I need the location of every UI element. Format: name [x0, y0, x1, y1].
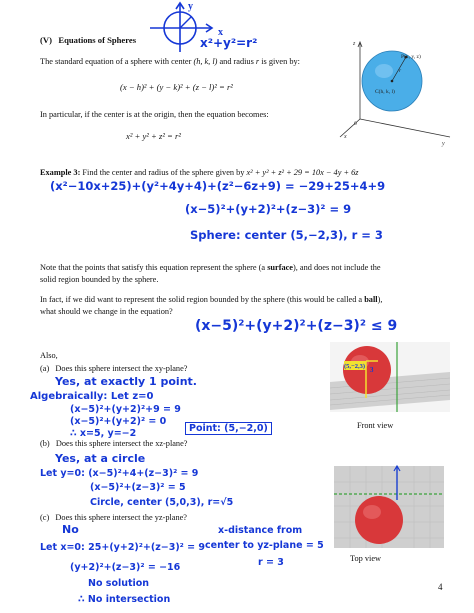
- standard-equation: (x − h)² + (y − k)² + (z − l)² = r²: [120, 82, 233, 92]
- label-center: C(h, k, l): [375, 89, 395, 95]
- handwritten-axis-y: y: [188, 1, 193, 12]
- handwritten-axis-x: x: [218, 27, 223, 38]
- answer-c-side-3: r = 3: [258, 557, 284, 568]
- answer-c-side-2: center to yz-plane = 5: [205, 540, 324, 551]
- label-origin: 0: [354, 121, 357, 127]
- note-paragraph-2: In fact, if we did want to represent the solid region bounded by the sphere (this would be called a ball),: [40, 295, 383, 304]
- sphere-diagram: [344, 37, 460, 157]
- answer-b-line-3: (x−5)²+(z−3)² = 5: [90, 482, 186, 493]
- note-paragraph-2-cont: what should we change in the equation?: [40, 307, 173, 316]
- center-expression: (h, k, l): [193, 57, 218, 66]
- ball-equation: (x−5)²+(y+2)²+(z−3)² ≤ 9: [195, 318, 398, 334]
- answer-c-line-2: Let x=0: 25+(y+2)²+(z−3)² = 9: [40, 542, 206, 553]
- label-x: x: [344, 134, 347, 140]
- answer-a-line-1: Yes, at exactly 1 point.: [55, 375, 197, 388]
- circle-axes-sketch: [140, 0, 270, 60]
- work-line-3: Sphere: center (5,−2,3), r = 3: [190, 228, 383, 242]
- top-view-image: [334, 466, 444, 548]
- answer-a-line-4: (x−5)²+(y+2)² = 0: [70, 416, 167, 427]
- origin-sentence: In particular, if the center is at the origin, then the equation becomes:: [40, 110, 269, 119]
- example3-label: Example 3:: [40, 168, 81, 177]
- answer-c-line-1: No: [62, 523, 79, 536]
- answer-b-line-2: Let y=0: (x−5)²+4+(z−3)² = 9: [40, 468, 199, 479]
- handwritten-circle-formula: x²+y²=r²: [200, 36, 258, 50]
- top-view-caption: Top view: [350, 554, 381, 563]
- section-title: (V) Equations of Spheres: [40, 35, 137, 45]
- example3-equation: x² + y² + z² + 29 = 10x − 4y + 6z: [246, 168, 359, 177]
- front-view-point-label: (5,−2,3): [344, 363, 366, 370]
- answer-c-line-5: ∴ No intersection: [78, 594, 171, 605]
- label-point: P(x, y, z): [401, 54, 421, 60]
- note-paragraph-1-cont: solid region bounded by the sphere.: [40, 275, 159, 284]
- intro-sentence: The standard equation of a sphere with center (h, k, l) and radius r is given by:: [40, 57, 300, 66]
- answer-c-side-1: x-distance from: [218, 525, 303, 536]
- ball-top: [355, 496, 403, 544]
- work-line-1: (x²−10x+25)+(y²+4y+4)+(z²−6z+9) = −29+25+4+9: [50, 179, 386, 193]
- note-paragraph-1: Note that the points that satisfy this equation represent the sphere (a surface), and does not include the: [40, 263, 381, 272]
- answer-b-line-4: Circle, center (5,0,3), r=√5: [90, 497, 234, 508]
- example3: Example 3: Find the center and radius of the sphere given by x² + y² + z² + 29 = 10x − 4y + 6z: [40, 168, 359, 177]
- answer-a-point-box: Point: (5,−2,0): [185, 422, 272, 435]
- page-number: 4: [438, 582, 443, 592]
- front-view-caption: Front view: [357, 421, 394, 430]
- work-line-2: (x−5)²+(y+2)²+(z−3)² = 9: [185, 202, 352, 216]
- radius-var: r: [255, 57, 260, 66]
- label-radius: r: [399, 68, 402, 74]
- question-c: (c) Does this sphere intersect the yz-plane?: [40, 513, 187, 522]
- answer-b-line-1: Yes, at a circle: [55, 452, 146, 465]
- front-view-radius-label: 3: [370, 366, 374, 374]
- question-a: (a) Does this sphere intersect the xy-plane?: [40, 364, 188, 373]
- label-z: z: [353, 41, 356, 47]
- origin-equation: x² + y² + z² = r²: [126, 131, 181, 141]
- answer-c-line-4: No solution: [88, 578, 150, 589]
- also-label: Also,: [40, 351, 58, 360]
- answer-c-line-3: (y+2)²+(z−3)² = −16: [70, 562, 181, 573]
- answer-a-line-3: (x−5)²+(y+2)²+9 = 9: [70, 404, 181, 415]
- label-y: y: [442, 141, 445, 147]
- front-view-image: [330, 342, 450, 412]
- question-b: (b) Does this sphere intersect the xz-plane?: [40, 439, 188, 448]
- answer-a-line-2: Algebraically: Let z=0: [30, 391, 154, 402]
- answer-a-line-5: ∴ x=5, y=−2: [70, 428, 137, 439]
